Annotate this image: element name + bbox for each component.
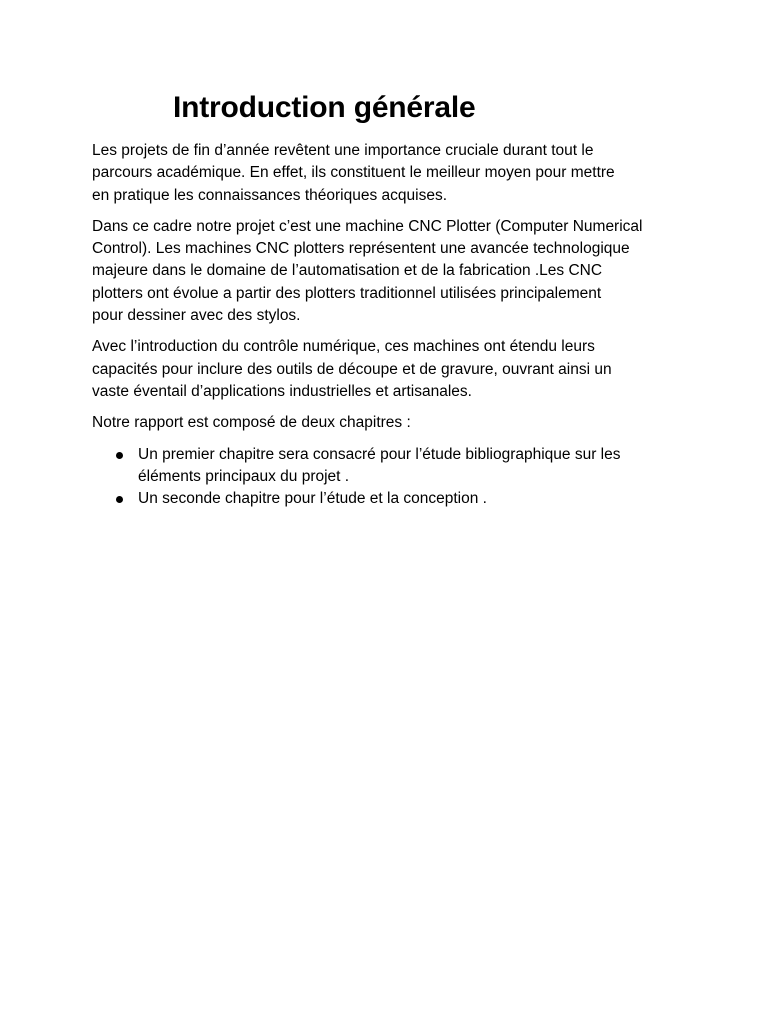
paragraph-line: Control). Les machines CNC plotters représentent une avancée technologique: [92, 240, 630, 258]
page-title: Introduction générale: [173, 91, 476, 124]
paragraph-1: [92, 140, 682, 207]
paragraph-line: Les projets de fin d’année revêtent une importance cruciale durant tout le: [92, 142, 594, 159]
document-body: [92, 140, 682, 510]
paragraph-line: Notre rapport est composé de deux chapitres :: [92, 414, 411, 432]
chapter-list: [92, 444, 682, 511]
list-item: [92, 444, 682, 489]
list-item-line: Un seconde chapitre pour l’étude et la conception .: [138, 490, 487, 508]
list-item-line: éléments principaux du projet .: [138, 467, 350, 485]
paragraph-line: parcours académique. En effet, ils constituent le meilleur moyen pour mettre: [92, 164, 615, 182]
paragraph-line: capacités pour inclure des outils de découpe et de gravure, ouvrant ainsi un: [92, 360, 612, 378]
bullet-icon: [116, 496, 123, 503]
paragraph-3: [92, 336, 682, 403]
paragraph-line: en pratique les connaissances théoriques acquises.: [92, 186, 448, 204]
paragraph-line: Dans ce cadre notre projet c’est une machine CNC Plotter (Computer Numerical: [92, 217, 643, 235]
list-item-line: Un premier chapitre sera consacré pour l’étude bibliographique sur les: [138, 445, 621, 463]
paragraph-line: plotters ont évolue a partir des plotters traditionnel utilisées principalement: [92, 284, 602, 302]
paragraph-line: Avec l’introduction du contrôle numérique, ces machines ont étendu leurs: [92, 338, 595, 356]
bullet-icon: [116, 452, 123, 459]
list-item: [92, 488, 682, 510]
paragraph-4: [92, 412, 682, 434]
paragraph-line: vaste éventail d’applications industrielles et artisanales.: [92, 382, 472, 400]
paragraph-line: majeure dans le domaine de l’automatisation et de la fabrication .Les CNC: [92, 262, 603, 280]
paragraph-line: pour dessiner avec des stylos.: [92, 307, 301, 325]
paragraph-2: [92, 216, 682, 327]
